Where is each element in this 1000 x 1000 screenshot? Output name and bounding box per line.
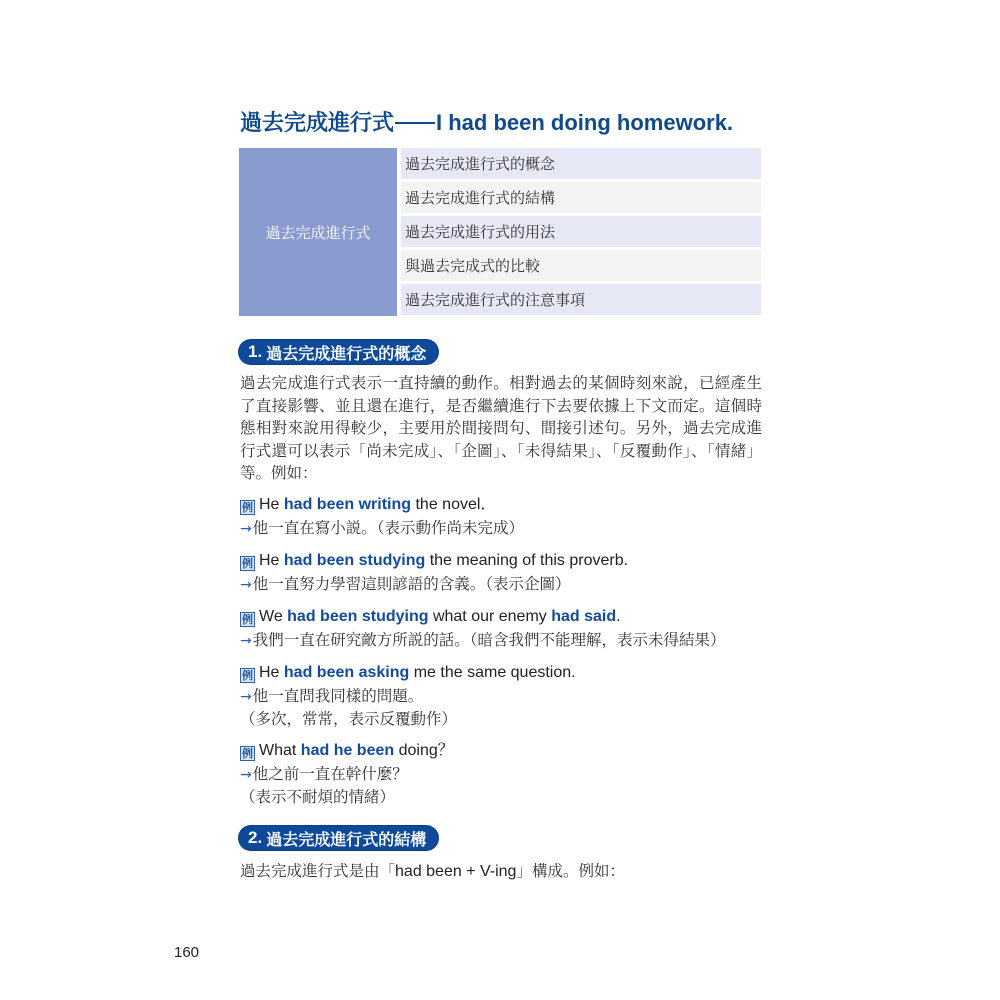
translation-text: 我們一直在研究敵方所説的話。（暗含我們不能理解，表示未得結果） [252,630,726,649]
sentence-text: He [259,552,284,569]
overview-row: 過去完成進行式的注意事項 [401,284,761,315]
sentence-highlight: had been writing [283,496,412,513]
example-translation [240,763,780,787]
sentence-text: me the same question. [409,664,576,681]
arrow-icon: → [240,576,252,593]
title-dash [395,122,435,124]
paragraph-text: 過去完成進行式是由「 [240,862,396,880]
overview-topic-cell: 過去完成進行式 [239,148,397,316]
sentence-highlight: had been studying [283,552,426,569]
example-sentence [240,606,780,629]
sentence-highlight: had he been [300,742,395,759]
sentence-text: He [259,496,284,513]
example-marker-icon: 例 [242,670,253,682]
example-marker-icon: 例 [242,748,253,760]
section-title: 過去完成進行式的概念 [266,343,427,363]
title-en: I had been doing homework. [436,110,734,135]
sentence-text: doing？ [394,742,454,759]
example-marker-icon: 例 [242,502,253,514]
translation-text: 他一直在寫小説。（表示動作尚未完成） [252,518,524,537]
translation-text: 他之前一直在幹什麼？ [252,764,408,783]
paragraph-text: 」構成。例如： [516,862,625,880]
title-zh: 過去完成進行式 [240,111,395,136]
example-2 [240,550,780,596]
section-heading-2 [239,826,438,850]
sentence-text: What [259,742,301,759]
sentence-text: what our enemy [428,608,552,625]
page-number: 160 [174,944,200,961]
section-title: 過去完成進行式的結構 [266,829,427,849]
sentence-text: . [616,608,621,625]
example-sentence [240,740,780,763]
overview-row: 過去完成進行式的概念 [401,148,761,179]
sentence-highlight: had said [551,608,617,625]
example-marker-icon: 例 [242,558,253,570]
example-sentence [240,662,780,685]
translation-text: 他一直努力學習這則諺語的含義。（表示企圖） [252,574,571,593]
example-note: （多次，常常，表示反覆動作） [240,710,458,728]
sentence-highlight: had been studying [287,608,429,625]
overview-rows [401,148,761,318]
example-3 [240,606,780,652]
example-translation [240,517,780,541]
example-translation [240,685,780,709]
example-sentence [240,494,780,517]
example-5 [240,740,780,809]
overview-row: 過去完成進行式的結構 [401,182,761,213]
section-2-paragraph [240,860,762,884]
example-translation [240,573,780,597]
sentence-text: the meaning of this proverb. [425,552,629,569]
structure-formula: had been + V-ing [395,863,517,880]
section-number: 2. [248,828,263,847]
section-heading-1 [239,340,438,364]
arrow-icon: → [240,688,252,705]
translation-text: 他一直問我同樣的問題。 [252,686,424,705]
example-marker-icon: 例 [242,614,253,626]
example-1 [240,494,780,540]
example-4 [240,662,780,731]
sentence-text: He [259,664,284,681]
overview-row: 過去完成進行式的用法 [401,216,761,247]
example-sentence [240,550,780,573]
page-title [240,106,733,137]
example-translation [240,629,780,653]
section-1-paragraph: 過去完成進行式表示一直持續的動作。相對過去的某個時刻來說，已經產生了直接影響、並且還在進行，是否繼續進行下去要依據上下文而定。這個時態相對來說用得較少，主要用於間接問句、間接引述句。另外，過去完成進行式還可以表示「尚未完成」、「企圖」、「未得結果」、「反覆動作」、「情緒」等。例如： [240,374,762,483]
example-note: （表示不耐煩的情緒） [240,788,396,806]
overview-table [239,148,761,316]
arrow-icon: → [240,520,252,537]
arrow-icon: → [240,632,252,649]
overview-row: 與過去完成式的比較 [401,250,761,281]
section-number: 1. [248,342,263,361]
arrow-icon: → [240,766,252,783]
sentence-text: the novel． [411,496,497,513]
sentence-text: We [259,608,288,625]
sentence-highlight: had been asking [283,664,410,681]
